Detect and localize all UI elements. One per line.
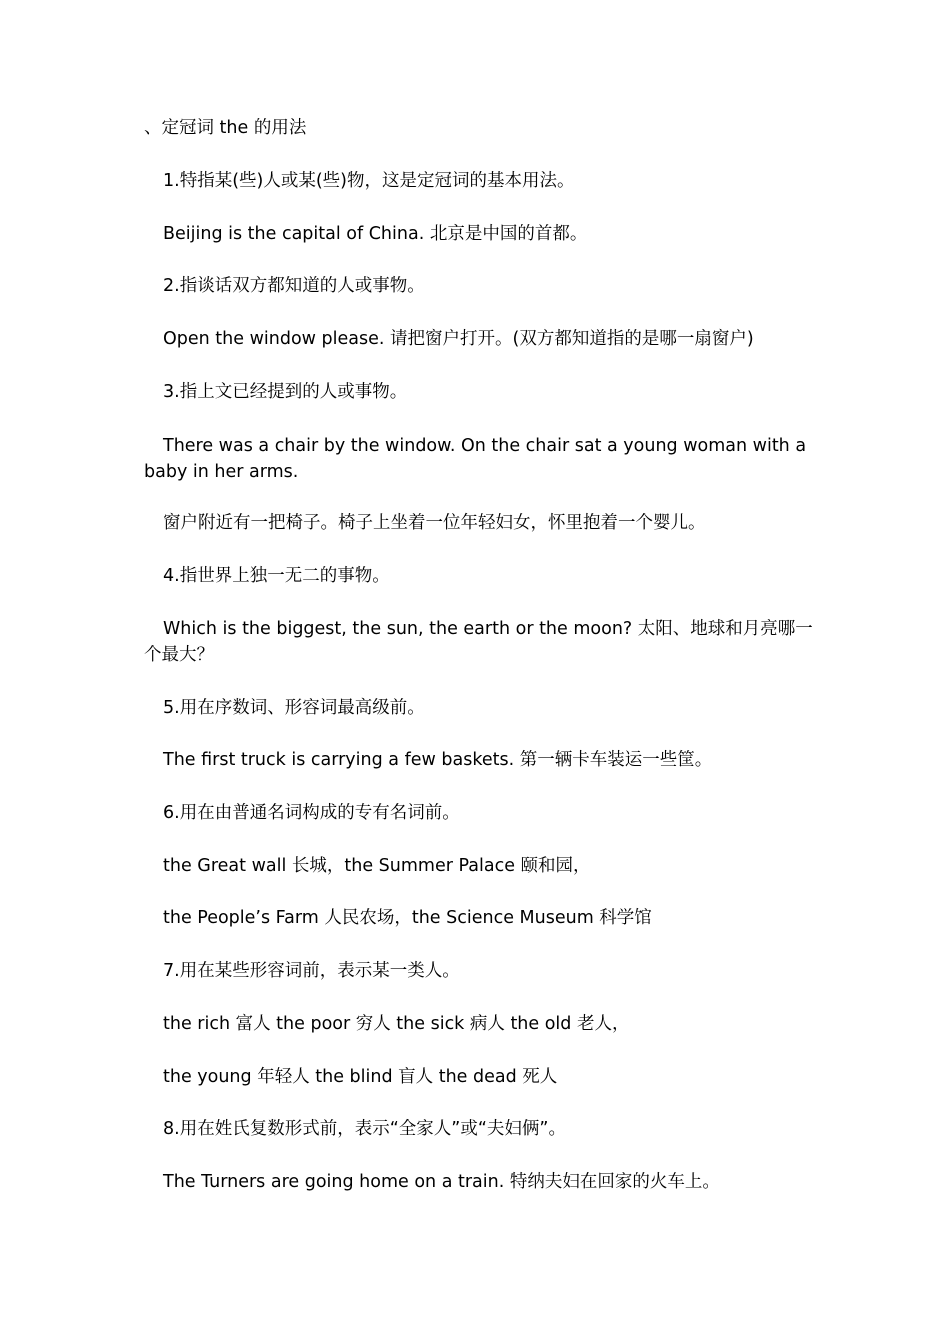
paragraph-rule-5: 5.用在序数词、形容词最高级前。 <box>163 698 425 718</box>
paragraph-rule-6: 6.用在由普通名词构成的专有名词前。 <box>163 803 460 823</box>
paragraph-example-5: The first truck is carrying a few baskets. 第一辆卡车装运一些筐。 <box>163 750 713 770</box>
paragraph-rule-2: 2.指谈话双方都知道的人或事物。 <box>163 276 425 296</box>
paragraph-example-4: Which is the biggest, the sun, the earth or the moon? 太阳、地球和月亮哪一个最大？ <box>144 619 813 665</box>
paragraph-example-8: The Turners are going home on a train. 特纳夫妇在回家的火车上。 <box>163 1172 720 1192</box>
paragraph-translation-3: 窗户附近有一把椅子。椅子上坐着一位年轻妇女，怀里抱着一个婴儿。 <box>163 513 706 533</box>
paragraph-rule-7: 7.用在某些形容词前，表示某一类人。 <box>163 961 460 981</box>
paragraph-example-2: Open the window please. 请把窗户打开。(双方都知道指的是哪一扇窗户) <box>163 329 754 349</box>
section-title: 、定冠词 the 的用法 <box>144 118 307 138</box>
paragraph-example-6a: the Great wall 长城，the Summer Palace 颐和园， <box>163 856 591 876</box>
paragraph-rule-3: 3.指上文已经提到的人或事物。 <box>163 382 408 402</box>
paragraph-example-7a: the rich 富人 the poor 穷人 the sick 病人 the old 老人， <box>163 1014 630 1034</box>
paragraph-rule-4: 4.指世界上独一无二的事物。 <box>163 566 390 586</box>
paragraph-example-3: There was a chair by the window. On the chair sat a young woman with a baby in her arms. <box>144 436 807 482</box>
paragraph-rule-1: 1.特指某(些)人或某(些)物，这是定冠词的基本用法。 <box>163 171 575 191</box>
paragraph-example-6b: the People’s Farm 人民农场，the Science Museum 科学馆 <box>163 908 652 928</box>
paragraph-rule-8: 8.用在姓氏复数形式前，表示“全家人”或“夫妇俩”。 <box>163 1119 566 1139</box>
paragraph-example-7b: the young 年轻人 the blind 盲人 the dead 死人 <box>163 1067 558 1087</box>
paragraph-example-1: Beijing is the capital of China. 北京是中国的首都。 <box>163 224 588 244</box>
